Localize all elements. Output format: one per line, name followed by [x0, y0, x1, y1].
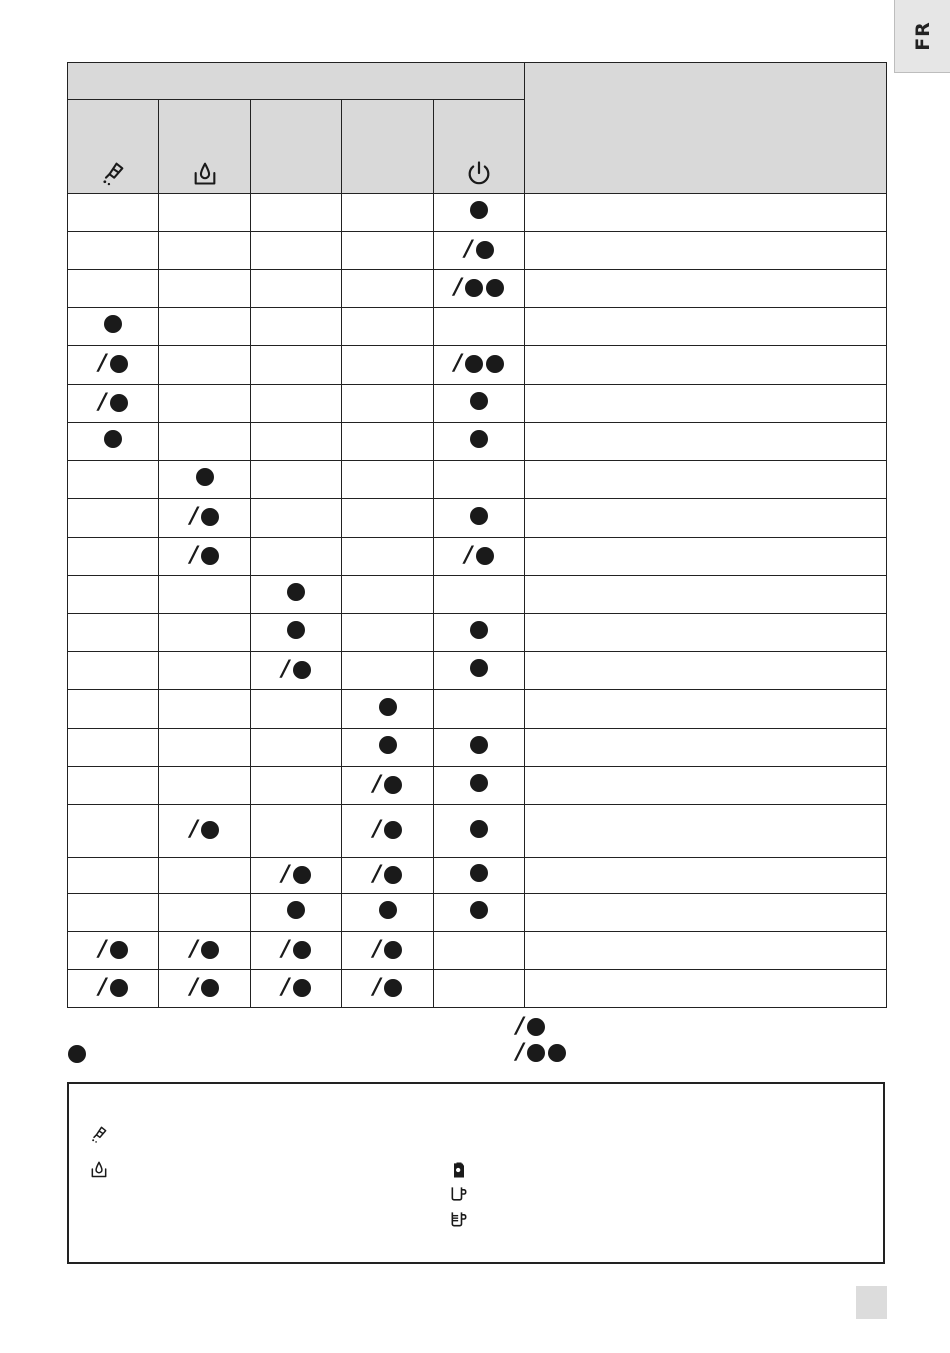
led-dot	[293, 941, 311, 959]
legend-led-steady	[68, 1045, 86, 1063]
led-steady	[379, 736, 397, 754]
indicator-cell	[68, 346, 159, 385]
indicator-cell	[342, 576, 434, 614]
led-dot	[470, 201, 488, 219]
large-mug-icon	[449, 1209, 469, 1234]
led-dot	[110, 355, 128, 373]
blink-slash: /	[98, 351, 107, 376]
table-row	[68, 270, 887, 308]
indicator-cell	[159, 232, 251, 270]
led-dot	[201, 979, 219, 997]
table-row	[68, 970, 887, 1008]
water-tank-icon	[159, 159, 250, 187]
indicator-cell	[251, 932, 342, 970]
indicator-cell	[159, 308, 251, 346]
table-row	[68, 690, 887, 729]
indicator-cell	[342, 690, 434, 729]
indicator-cell	[434, 932, 525, 970]
led-blinking	[98, 351, 127, 376]
legend-box	[67, 1082, 885, 1264]
led-blinking	[189, 974, 219, 1000]
description-cell	[525, 385, 887, 423]
led-dot	[470, 901, 488, 919]
indicator-cell	[434, 538, 525, 576]
led-steady	[287, 583, 305, 601]
led-dot	[379, 736, 397, 754]
power-icon	[434, 159, 524, 187]
indicator-cell	[251, 270, 342, 308]
led-steady	[470, 820, 488, 838]
indicator-cell	[68, 932, 159, 970]
indicator-cell	[159, 729, 251, 767]
indicator-cell	[251, 894, 342, 932]
led-blinking	[281, 861, 310, 887]
indicator-cell	[68, 576, 159, 614]
led-dot	[476, 241, 494, 259]
description-cell	[525, 970, 887, 1008]
table-row	[68, 652, 887, 690]
led-blinking	[189, 504, 219, 529]
led-dot	[470, 392, 488, 410]
led-steady	[470, 392, 488, 410]
indicator-cell	[342, 894, 434, 932]
indicator-cell	[251, 232, 342, 270]
water-tank-icon	[89, 1159, 109, 1184]
table-row	[68, 423, 887, 461]
description-cell	[525, 805, 887, 858]
table-row	[68, 805, 887, 858]
blink-slash: /	[464, 542, 473, 568]
indicator-cell	[251, 729, 342, 767]
led-steady	[470, 507, 488, 525]
led-dot	[470, 430, 488, 448]
led-blinking	[372, 817, 402, 842]
indicator-cell	[342, 932, 434, 970]
indicator-cell	[342, 614, 434, 652]
indicator-cell	[342, 346, 434, 385]
indicator-cell	[342, 385, 434, 423]
blink-slash: /	[372, 771, 382, 797]
led-dot	[465, 279, 483, 297]
indicator-cell	[434, 652, 525, 690]
indicator-cell	[251, 194, 342, 232]
led-steady	[470, 901, 488, 919]
led-dot	[110, 394, 128, 412]
indicator-cell	[68, 805, 159, 858]
indicator-cell	[159, 690, 251, 729]
blink-slash: /	[98, 936, 107, 962]
indicator-cell	[342, 729, 434, 767]
indicator-cell	[434, 385, 525, 423]
led-dot	[486, 355, 504, 373]
table-row	[68, 767, 887, 805]
indicator-cell	[434, 614, 525, 652]
header-description-cell	[525, 63, 887, 194]
blink-slash: /	[372, 861, 382, 887]
led-steady	[470, 621, 488, 639]
table-row	[68, 614, 887, 652]
header-group-cell	[68, 63, 525, 100]
indicator-cell	[159, 576, 251, 614]
indicator-cell	[434, 805, 525, 858]
led-dot	[384, 866, 402, 884]
descaling-icon	[68, 159, 158, 187]
led-blinking	[372, 974, 402, 1000]
led-dot	[110, 979, 128, 997]
led-steady	[470, 659, 488, 677]
indicator-cell	[68, 385, 159, 423]
indicator-cell	[251, 576, 342, 614]
indicator-cell	[434, 194, 525, 232]
indicator-cell	[68, 423, 159, 461]
led-dot	[470, 774, 488, 792]
led-steady	[470, 864, 488, 882]
led-dot	[68, 1045, 86, 1063]
indicator-cell	[159, 423, 251, 461]
indicator-cell	[159, 805, 251, 858]
led-dot	[384, 941, 402, 959]
led-dot	[470, 621, 488, 639]
blink-slash: /	[516, 1014, 525, 1039]
led-dot	[470, 864, 488, 882]
indicator-cell	[68, 858, 159, 894]
indicator-cell	[434, 894, 525, 932]
description-cell	[525, 576, 887, 614]
indicator-cell	[68, 652, 159, 690]
led-dot	[486, 279, 504, 297]
indicator-cell	[159, 614, 251, 652]
indicator-cell	[434, 576, 525, 614]
led-steady	[470, 736, 488, 754]
indicator-cell	[68, 308, 159, 346]
indicator-cell	[159, 767, 251, 805]
led-blinking	[281, 656, 310, 682]
led-steady	[379, 901, 397, 919]
indicator-cell	[159, 858, 251, 894]
indicator-cell	[251, 499, 342, 538]
table-row	[68, 894, 887, 932]
table-row	[68, 385, 887, 423]
indicator-cell	[159, 932, 251, 970]
indicator-cell	[251, 346, 342, 385]
table-row	[68, 729, 887, 767]
indicator-cell	[159, 385, 251, 423]
led-blinking	[189, 542, 219, 568]
descaling-icon	[89, 1124, 109, 1149]
indicator-cell	[434, 690, 525, 729]
description-cell	[525, 932, 887, 970]
blink-slash: /	[189, 817, 199, 842]
indicator-cell	[251, 970, 342, 1008]
indicator-cell	[434, 767, 525, 805]
led-steady	[104, 315, 122, 333]
indicator-cell	[159, 538, 251, 576]
indicator-cell	[342, 461, 434, 499]
table-row	[68, 538, 887, 576]
indicator-cell	[68, 970, 159, 1008]
led-blinking	[372, 771, 402, 797]
indicator-cell	[68, 894, 159, 932]
table-row	[68, 232, 887, 270]
indicator-cell	[251, 385, 342, 423]
led-dot	[104, 315, 122, 333]
led-dot	[476, 547, 494, 565]
indicator-cell	[434, 232, 525, 270]
legend-led-blinking	[516, 1014, 545, 1039]
led-dot	[293, 661, 311, 679]
table-row	[68, 499, 887, 538]
legend-blink-fast	[516, 1040, 566, 1065]
blink-slash: /	[372, 817, 382, 842]
blink-slash: /	[189, 542, 199, 568]
table-row	[68, 932, 887, 970]
coffee-bag-icon	[449, 1160, 469, 1185]
led-dot	[201, 941, 219, 959]
indicator-cell	[342, 499, 434, 538]
indicator-cell	[68, 538, 159, 576]
led-dot	[287, 583, 305, 601]
indicator-cell	[251, 538, 342, 576]
cup-icon	[449, 1184, 469, 1209]
blink-slash: /	[189, 936, 199, 962]
indicator-cell	[434, 346, 525, 385]
led-blinking	[281, 936, 310, 962]
led-blinking	[281, 974, 310, 1000]
page-number-box	[856, 1286, 887, 1319]
led-dot	[287, 621, 305, 639]
description-cell	[525, 308, 887, 346]
led-dot	[379, 698, 397, 716]
indicator-cell	[342, 652, 434, 690]
description-cell	[525, 858, 887, 894]
blink-slash: /	[98, 974, 107, 1000]
indicator-cell	[342, 767, 434, 805]
indicator-cell	[342, 232, 434, 270]
legend-on	[68, 1045, 86, 1063]
indicator-cell	[434, 461, 525, 499]
led-dot	[293, 979, 311, 997]
led-blinking	[464, 236, 494, 262]
indicator-cell	[159, 652, 251, 690]
legend-blink	[516, 1014, 545, 1039]
indicator-cell	[342, 805, 434, 858]
led-dot	[548, 1044, 566, 1062]
description-cell	[525, 690, 887, 729]
description-cell	[525, 614, 887, 652]
indicator-cell	[68, 690, 159, 729]
indicator-cell	[434, 270, 525, 308]
led-blinking	[189, 936, 219, 962]
indicator-cell	[68, 194, 159, 232]
description-cell	[525, 194, 887, 232]
description-cell	[525, 538, 887, 576]
led-steady	[287, 901, 305, 919]
language-tab-label: FR	[911, 21, 934, 51]
legend-led-fast-blinking	[516, 1040, 566, 1065]
indicator-cell	[68, 767, 159, 805]
led-dot	[465, 355, 483, 373]
description-cell	[525, 767, 887, 805]
led-steady	[196, 468, 214, 486]
indicator-cell	[342, 970, 434, 1008]
table-row	[68, 461, 887, 499]
table-row	[68, 858, 887, 894]
indicator-cell	[159, 346, 251, 385]
indicator-cell	[68, 499, 159, 538]
table-row	[68, 346, 887, 385]
indicator-cell	[251, 652, 342, 690]
led-dot	[201, 508, 219, 526]
indicator-cell	[251, 614, 342, 652]
led-steady	[470, 430, 488, 448]
led-dot	[384, 979, 402, 997]
led-blinking	[372, 936, 402, 962]
indicator-cell	[342, 858, 434, 894]
led-fast-blinking	[454, 351, 504, 376]
indicator-cell	[251, 423, 342, 461]
indicator-cell	[159, 461, 251, 499]
led-steady	[470, 774, 488, 792]
blink-slash: /	[281, 656, 290, 682]
led-steady	[287, 621, 305, 639]
language-tab	[894, 0, 950, 73]
led-dot	[527, 1018, 545, 1036]
indicator-cell	[159, 270, 251, 308]
indicator-cell	[68, 614, 159, 652]
blink-slash: /	[189, 504, 199, 529]
led-dot	[384, 776, 402, 794]
led-dot	[196, 468, 214, 486]
indicator-cell	[342, 423, 434, 461]
indicator-cell	[251, 767, 342, 805]
led-dot	[201, 547, 219, 565]
led-dot	[104, 430, 122, 448]
indicator-cell	[434, 729, 525, 767]
indicator-cell	[251, 805, 342, 858]
led-dot	[470, 659, 488, 677]
led-blinking	[98, 389, 127, 415]
blink-slash: /	[281, 974, 290, 1000]
header-icon-cell-4	[342, 100, 434, 194]
led-dot	[470, 507, 488, 525]
indicator-cell	[342, 308, 434, 346]
led-dot	[384, 821, 402, 839]
description-cell	[525, 729, 887, 767]
led-dot	[110, 941, 128, 959]
description-cell	[525, 499, 887, 538]
indicator-cell	[68, 232, 159, 270]
description-cell	[525, 461, 887, 499]
status-indicator-table	[67, 62, 887, 1008]
indicator-cell	[159, 970, 251, 1008]
blink-slash: /	[189, 974, 199, 1000]
description-cell	[525, 423, 887, 461]
indicator-cell	[342, 270, 434, 308]
blink-slash: /	[516, 1040, 525, 1065]
header-icon-cell-1	[68, 100, 159, 194]
led-dot	[470, 820, 488, 838]
led-steady	[470, 201, 488, 219]
indicator-cell	[342, 538, 434, 576]
blink-slash: /	[372, 974, 382, 1000]
led-blinking	[98, 974, 127, 1000]
indicator-cell	[251, 308, 342, 346]
indicator-cell	[434, 308, 525, 346]
led-dot	[379, 901, 397, 919]
description-cell	[525, 232, 887, 270]
description-cell	[525, 894, 887, 932]
blink-slash: /	[281, 936, 290, 962]
led-dot	[287, 901, 305, 919]
indicator-cell	[434, 970, 525, 1008]
table-row	[68, 194, 887, 232]
led-dot	[527, 1044, 545, 1062]
blink-slash: /	[98, 389, 107, 415]
led-steady	[104, 430, 122, 448]
indicator-cell	[68, 270, 159, 308]
table-row	[68, 576, 887, 614]
header-icon-cell-5	[434, 100, 525, 194]
description-cell	[525, 270, 887, 308]
blink-slash: /	[454, 274, 463, 300]
header-icon-cell-3	[251, 100, 342, 194]
indicator-cell	[68, 461, 159, 499]
indicator-cell	[251, 461, 342, 499]
indicator-cell	[159, 894, 251, 932]
indicator-cell	[159, 499, 251, 538]
led-blinking	[464, 542, 494, 568]
indicator-cell	[342, 194, 434, 232]
indicator-cell	[434, 423, 525, 461]
indicator-cell	[434, 858, 525, 894]
led-steady	[379, 698, 397, 716]
led-dot	[293, 866, 311, 884]
indicator-cell	[251, 858, 342, 894]
led-blinking	[372, 861, 402, 887]
indicator-cell	[68, 729, 159, 767]
led-blinking	[98, 936, 127, 962]
blink-slash: /	[464, 236, 473, 262]
indicator-cell	[434, 499, 525, 538]
led-dot	[470, 736, 488, 754]
indicator-cell	[159, 194, 251, 232]
led-fast-blinking	[454, 274, 504, 300]
indicator-cell	[251, 690, 342, 729]
description-cell	[525, 346, 887, 385]
led-dot	[201, 821, 219, 839]
table-row	[68, 308, 887, 346]
blink-slash: /	[454, 351, 463, 376]
led-blinking	[189, 817, 219, 842]
blink-slash: /	[372, 936, 382, 962]
description-cell	[525, 652, 887, 690]
blink-slash: /	[281, 861, 290, 887]
header-icon-cell-2	[159, 100, 251, 194]
